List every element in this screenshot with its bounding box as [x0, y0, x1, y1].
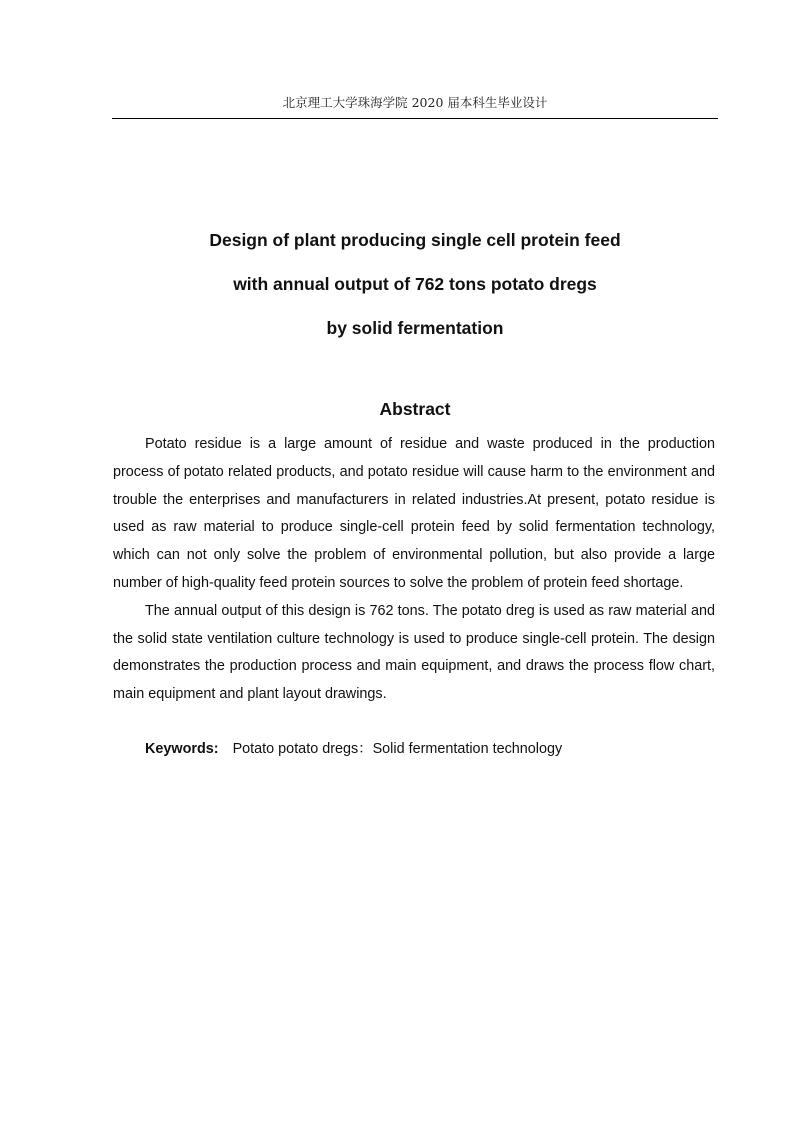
running-header: 北京理工大学珠海学院 2020 届本科生毕业设计: [282, 95, 548, 110]
keywords-line: [145, 736, 715, 762]
header-rule: [112, 118, 718, 119]
title-line-1: Design of plant producing single cell protein feed: [209, 230, 621, 250]
title-line-3: by solid fermentation: [326, 318, 504, 338]
abstract-paragraph-2: The annual output of this design is 762 tons. The potato dreg is used as raw material and the solid state ventilation culture technology is used to produce single-cell protein. The design demonstrates the production process and main equipment, and draws the process flow chart, main equipment and plant layout drawings.: [113, 602, 715, 703]
abstract-body: [113, 431, 715, 709]
abstract-paragraph-1: Potato residue is a large amount of residue and waste produced in the production process of potato related products, and potato residue will cause harm to the environment and trouble the enterprises and manufacturers in related industries.At present, potato residue is used as raw material to produce single-cell protein feed by solid fermentation technology, which can not only solve the problem of environmental pollution, but also provide a large number of high-quality feed protein sources to solve the problem of protein feed shortage.: [113, 436, 715, 591]
abstract-heading: Abstract: [379, 399, 451, 419]
title-line-2: with annual output of 762 tons potato dregs: [233, 274, 597, 294]
keywords-value: Potato potato dregs：Solid fermentation technology: [232, 741, 563, 757]
thesis-title: [112, 218, 718, 350]
keywords-label: Keywords:: [145, 741, 219, 757]
